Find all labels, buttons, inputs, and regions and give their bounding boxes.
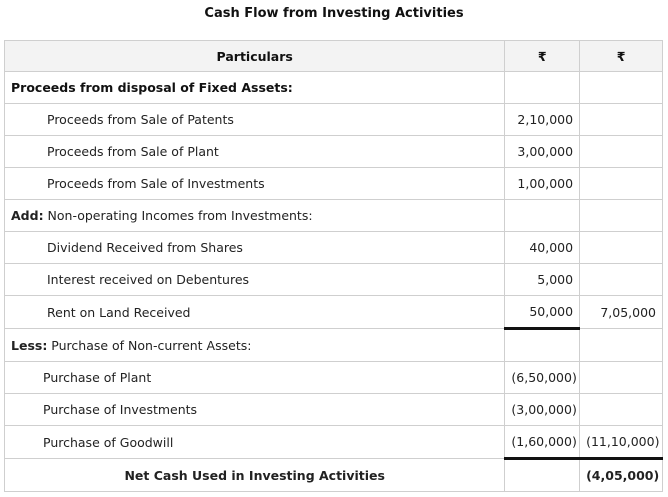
row-amount-2: (11,10,000): [580, 426, 663, 459]
total-amount-1: [505, 459, 580, 492]
row-label: Purchase of Goodwill: [5, 426, 505, 459]
total-amount-2: (4,05,000): [580, 459, 663, 492]
table-row: [5, 394, 663, 426]
row-label: Rent on Land Received: [5, 296, 505, 329]
particulars-header: Particulars: [5, 41, 505, 72]
total-row: [5, 459, 663, 492]
row-amount-2: [580, 394, 663, 426]
section-heading-row: [5, 200, 663, 232]
row-amount-1: (3,00,000): [505, 394, 580, 426]
row-label: Purchase of Plant: [5, 362, 505, 394]
less-keyword: Less:: [11, 337, 48, 353]
table-row: [5, 136, 663, 168]
row-label: Purchase of Investments: [5, 394, 505, 426]
row-amount-1: 3,00,000: [505, 136, 580, 168]
less-heading: [5, 329, 505, 362]
section-heading-row: [5, 72, 663, 104]
table-row: [5, 296, 663, 329]
empty-cell: [505, 72, 580, 104]
add-keyword: Add:: [11, 208, 44, 223]
row-label: Proceeds from Sale of Patents: [5, 104, 505, 136]
row-amount-2: [580, 168, 663, 200]
row-amount-1: 2,10,000: [505, 104, 580, 136]
proceeds-heading: Proceeds from disposal of Fixed Assets:: [5, 72, 505, 104]
table-row: [5, 168, 663, 200]
row-amount-1: 5,000: [505, 264, 580, 296]
table-row: [5, 232, 663, 264]
row-amount-2: [580, 232, 663, 264]
document-title: Cash Flow from Investing Activities: [204, 6, 464, 21]
table-header-row: [5, 41, 663, 72]
empty-cell: [505, 200, 580, 232]
row-amount-2: [580, 104, 663, 136]
add-heading: [5, 200, 505, 232]
row-amount-1: 40,000: [505, 232, 580, 264]
row-amount-2: [580, 136, 663, 168]
table-row: [5, 362, 663, 394]
row-label: Dividend Received from Shares: [5, 232, 505, 264]
row-label: Proceeds from Sale of Plant: [5, 136, 505, 168]
row-label: Interest received on Debentures: [5, 264, 505, 296]
row-amount-2: 7,05,000: [580, 296, 663, 329]
cash-flow-table: [4, 40, 663, 492]
row-label: Proceeds from Sale of Investments: [5, 168, 505, 200]
empty-cell: [580, 329, 663, 362]
section-heading-row: [5, 329, 663, 362]
row-amount-2: [580, 264, 663, 296]
row-amount-1: 1,00,000: [505, 168, 580, 200]
empty-cell: [580, 72, 663, 104]
less-heading-text: Purchase of Non-current Assets:: [47, 337, 252, 353]
amount-col1-header: ₹: [505, 41, 580, 72]
amount-col2-header: ₹: [580, 41, 663, 72]
table-row: [5, 264, 663, 296]
table-row: [5, 426, 663, 459]
table-row: [5, 104, 663, 136]
row-amount-1: (6,50,000): [505, 362, 580, 394]
total-label: Net Cash Used in Investing Activities: [5, 459, 505, 492]
row-amount-1: 50,000: [505, 296, 580, 329]
empty-cell: [580, 200, 663, 232]
row-amount-2: [580, 362, 663, 394]
row-amount-1: (1,60,000): [505, 426, 580, 459]
add-heading-text: Non-operating Incomes from Investments:: [43, 208, 313, 223]
empty-cell: [505, 329, 580, 362]
